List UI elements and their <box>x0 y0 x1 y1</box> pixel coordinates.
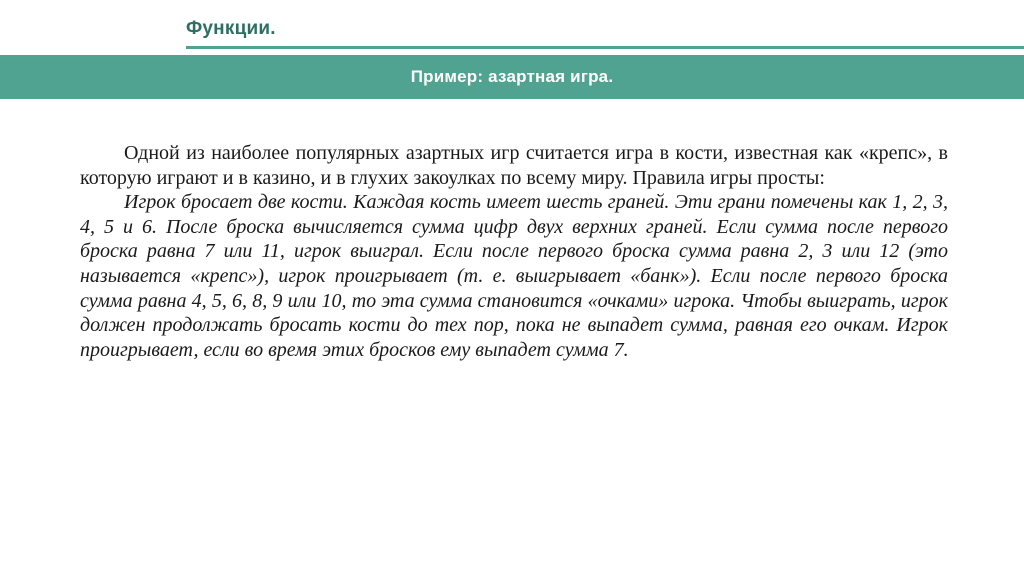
title-band <box>0 55 1024 99</box>
body-text-block <box>80 141 948 362</box>
section-title: Функции. <box>186 18 276 39</box>
slide-title: Пример: азартная игра. <box>410 67 614 86</box>
header-divider <box>186 46 1024 49</box>
rules-paragraph: Игрок бросает две кости. Каждая кость имеет шесть граней. Эти грани помечены как 1, 2, 3, 4, 5 и 6. После броска вычисляется сумма цифр двух верхних граней. Если сумма после первого броска равна 7 или 11, игрок выиграл. Если после первого броска сумма равна 2, 3 или 12 (это называется «крепс»), игрок проигрывает (т. е. выигрывает «банк»). Если после первого броска сумма равна 4, 5, 6, 8, 9 или 10, то эта сумма становится «очками» игрока. Чтобы выиграть, игрок должен продолжать бросать кости до тех пор, пока не выпадет сумма, равная его очкам. Игрок проигрывает, если во время этих бросков ему выпадет сумма 7. <box>80 191 948 361</box>
intro-paragraph: Одной из наиболее популярных азартных игр считается игра в кости, известная как «крепс», в которую играют и в казино, и в глухих закоулках по всему миру. Правила игры просты: <box>80 142 948 189</box>
